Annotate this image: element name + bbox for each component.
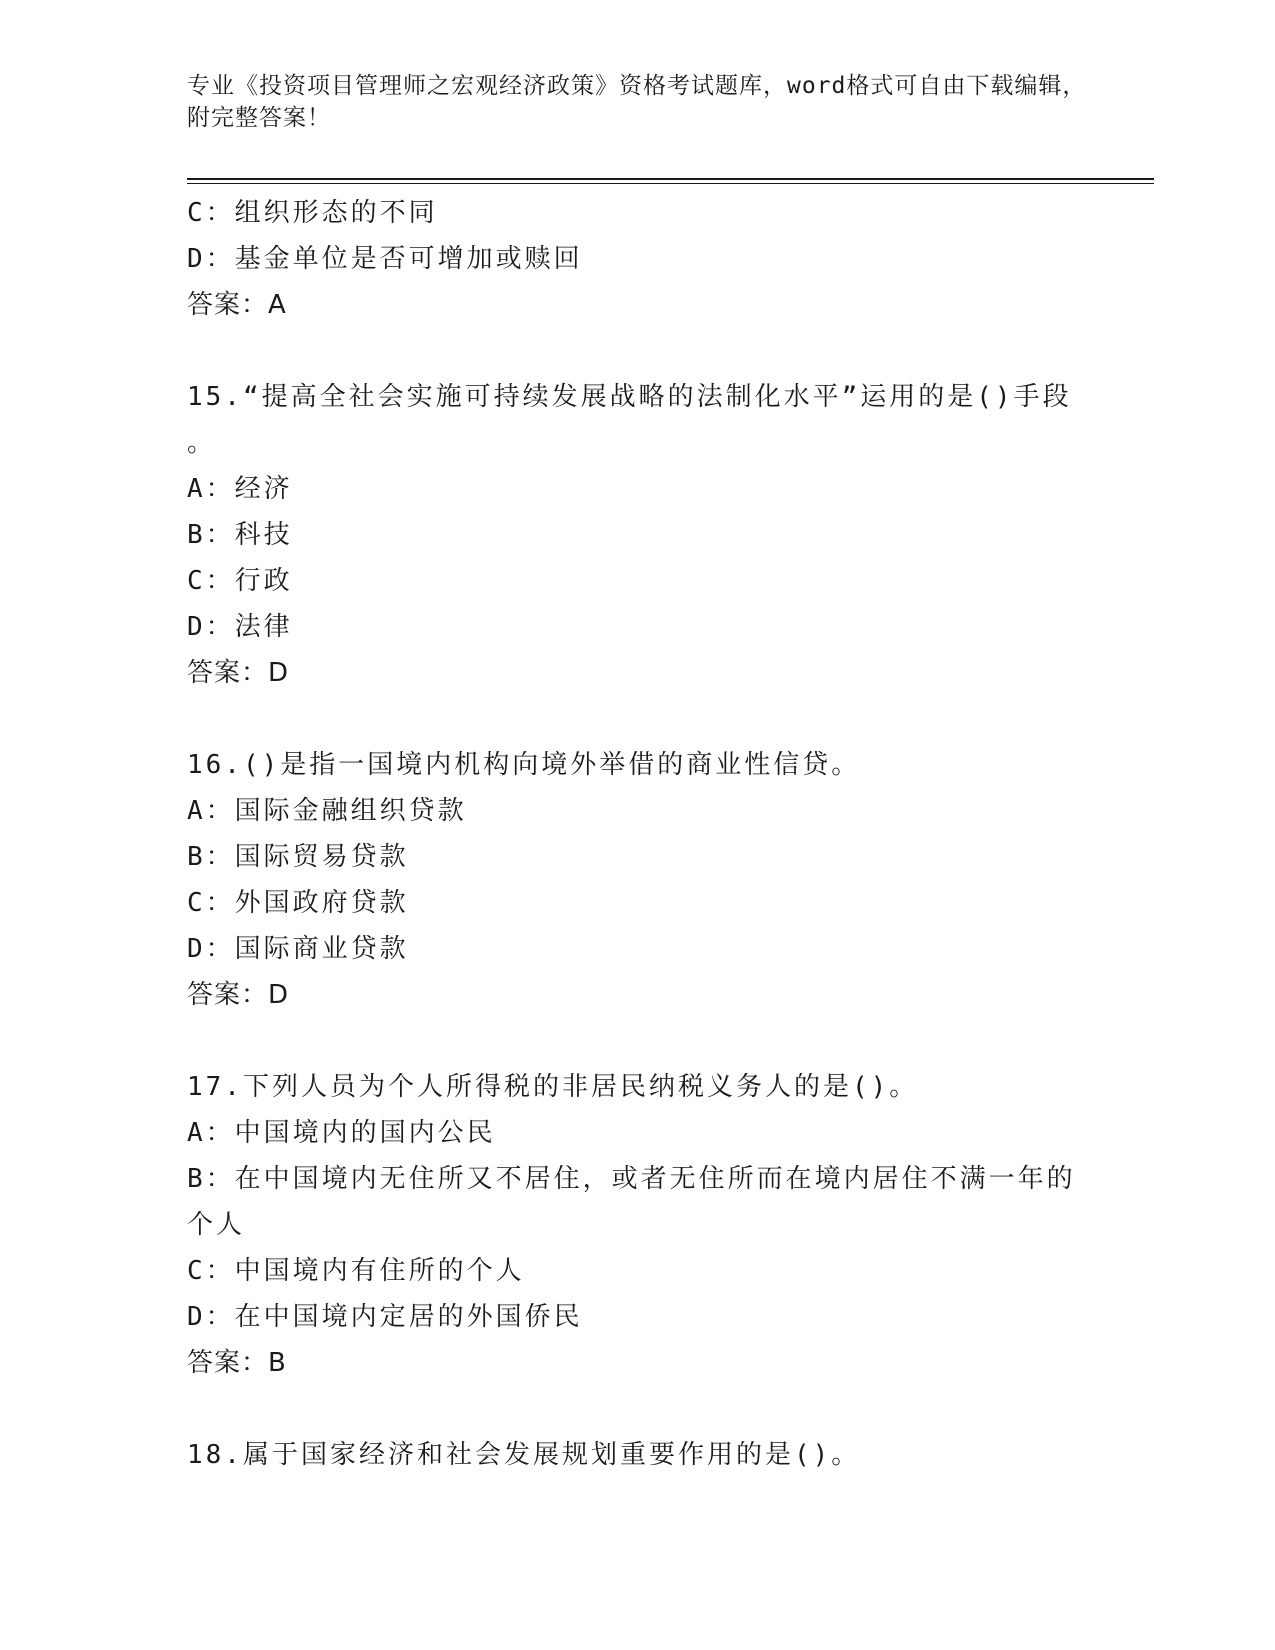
header-rule-thick [187, 178, 1154, 180]
question-content [187, 190, 1087, 1478]
answer: 答案：B [187, 1348, 287, 1378]
option-b-continuation: 个人 [187, 1210, 246, 1240]
question-stem-continuation: 。 [187, 428, 217, 458]
answer: 答案：A [187, 290, 287, 320]
option-d: D：在中国境内定居的外国侨民 [187, 1302, 583, 1332]
option-d: D：基金单位是否可增加或赎回 [187, 244, 583, 274]
option-c: C：行政 [187, 566, 293, 596]
question-stem: 17.下列人员为个人所得税的非居民纳税义务人的是()。 [187, 1072, 919, 1102]
option-d: D：国际商业贷款 [187, 934, 409, 964]
option-b: B：国际贸易贷款 [187, 842, 409, 872]
question-stem: 16.()是指一国境内机构向境外举借的商业性信贷。 [187, 750, 861, 780]
option-d: D：法律 [187, 612, 293, 642]
option-c: C：中国境内有住所的个人 [187, 1256, 525, 1286]
question-stem: 18.属于国家经济和社会发展规划重要作用的是()。 [187, 1440, 861, 1470]
option-b: B：科技 [187, 520, 293, 550]
option-a: A：中国境内的国内公民 [187, 1118, 496, 1148]
answer: 答案：D [187, 980, 290, 1010]
option-a: A：经济 [187, 474, 293, 504]
option-c: C：外国政府贷款 [187, 888, 409, 918]
option-a: A：国际金融组织贷款 [187, 796, 467, 826]
option-c: C：组织形态的不同 [187, 198, 438, 228]
header-rule-thin [187, 183, 1154, 184]
option-b: B：在中国境内无住所又不居住，或者无住所而在境内居住不满一年的 [187, 1164, 1076, 1194]
answer: 答案：D [187, 658, 290, 688]
question-stem: 15.“提高全社会实施可持续发展战略的法制化水平”运用的是()手段 [187, 382, 1072, 412]
page-header: 专业《投资项目管理师之宏观经济政策》资格考试题库，word格式可自由下载编辑，附完整答案！ [187, 73, 1087, 131]
